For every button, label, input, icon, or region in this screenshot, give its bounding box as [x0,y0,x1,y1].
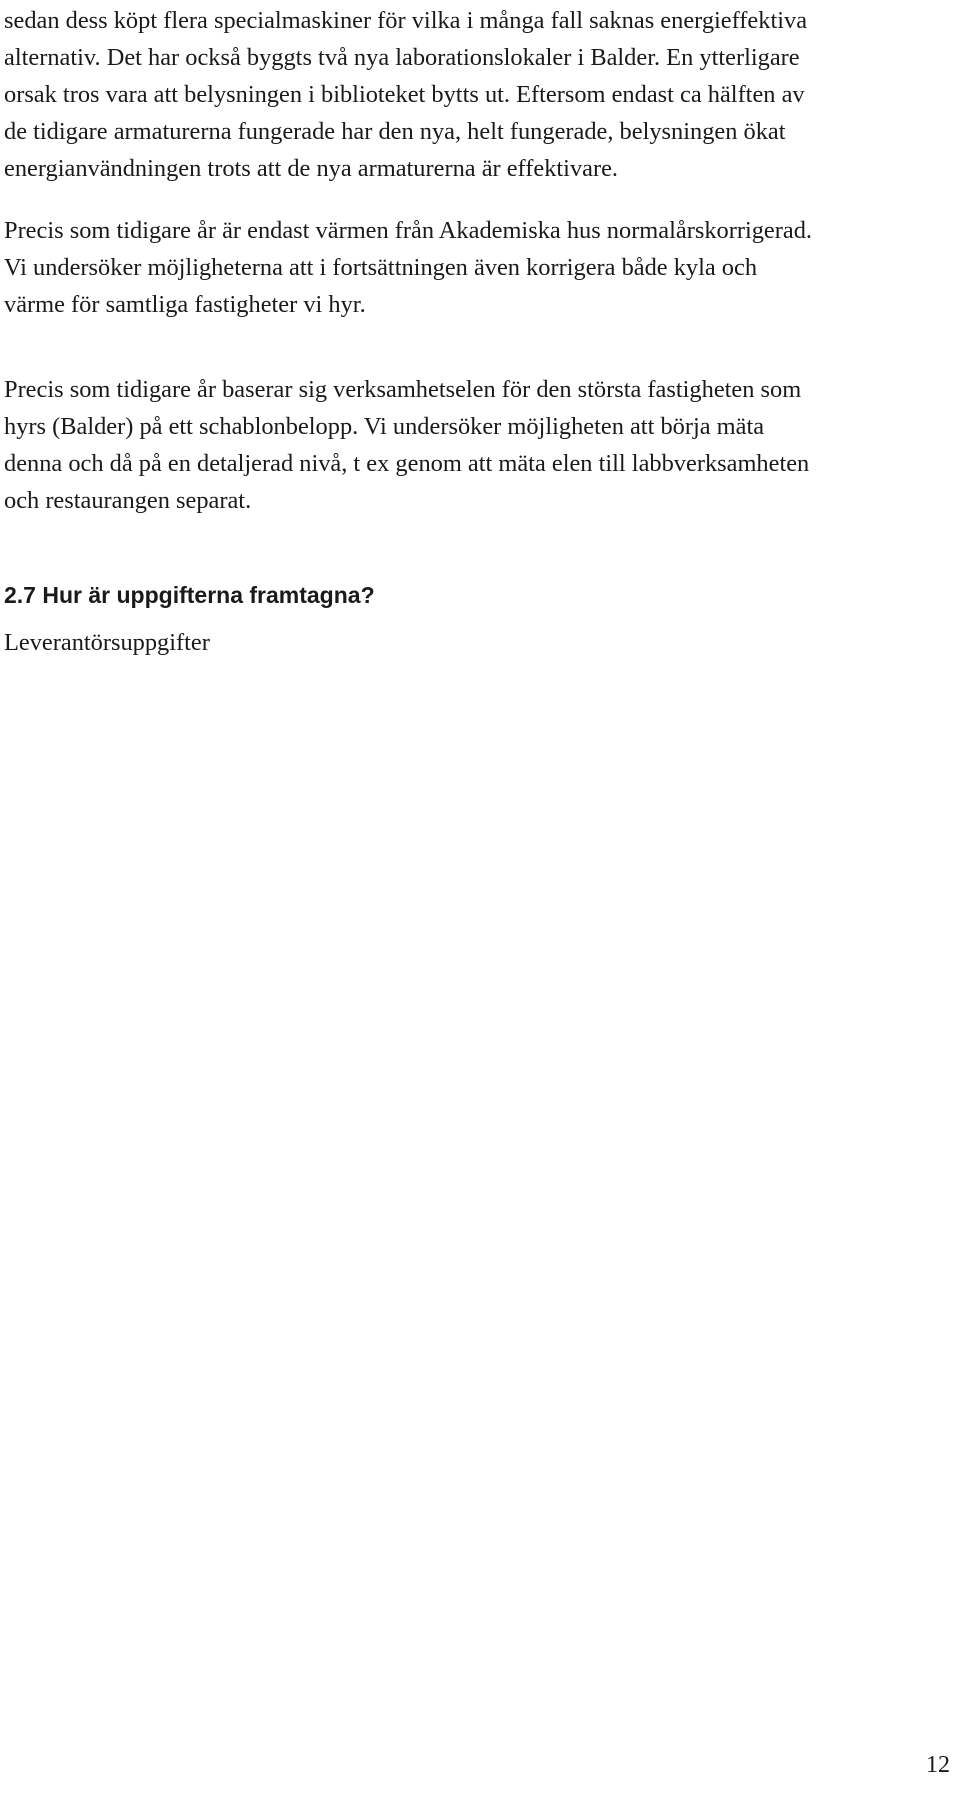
text-line: sedan dess köpt flera specialmaskiner för vilka i många fall saknas energieffektiva [4,7,808,34]
paragraph-normal-year-correction [4,212,812,323]
page-number: 12 [926,1752,950,1778]
paragraph-energy-use [4,2,807,187]
text-line: värme för samtliga fastigheter vi hyr. [4,291,366,318]
text-line: Vi undersöker möjligheterna att i fortsättningen även korrigera både kyla och [4,254,758,281]
subheading-supplier-data: Leverantörsuppgifter [4,629,210,656]
text-line: orsak tros vara att belysningen i biblioteket bytts ut. Eftersom endast ca hälften av [4,81,805,108]
text-line: hyrs (Balder) på ett schablonbelopp. Vi undersöker möjligheten att börja mäta [4,413,765,440]
paragraph-business-electricity [4,371,809,519]
text-line: Precis som tidigare år baserar sig verksamhetselen för den största fastigheten som [4,376,802,403]
section-heading: 2.7 Hur är uppgifterna framtagna? [4,582,375,608]
text-line: Precis som tidigare år är endast värmen från Akademiska hus normalårskorrigerad. [4,217,812,244]
text-line: och restaurangen separat. [4,487,252,514]
text-line: alternativ. Det har också byggts två nya laborationslokaler i Balder. En ytterligare [4,44,800,71]
text-line: denna och då på en detaljerad nivå, t ex genom att mäta elen till labbverksamheten [4,450,810,477]
text-line: energianvändningen trots att de nya armaturerna är effektivare. [4,155,619,182]
text-line: de tidigare armaturerna fungerade har den nya, helt fungerade, belysningen ökat [4,118,786,145]
